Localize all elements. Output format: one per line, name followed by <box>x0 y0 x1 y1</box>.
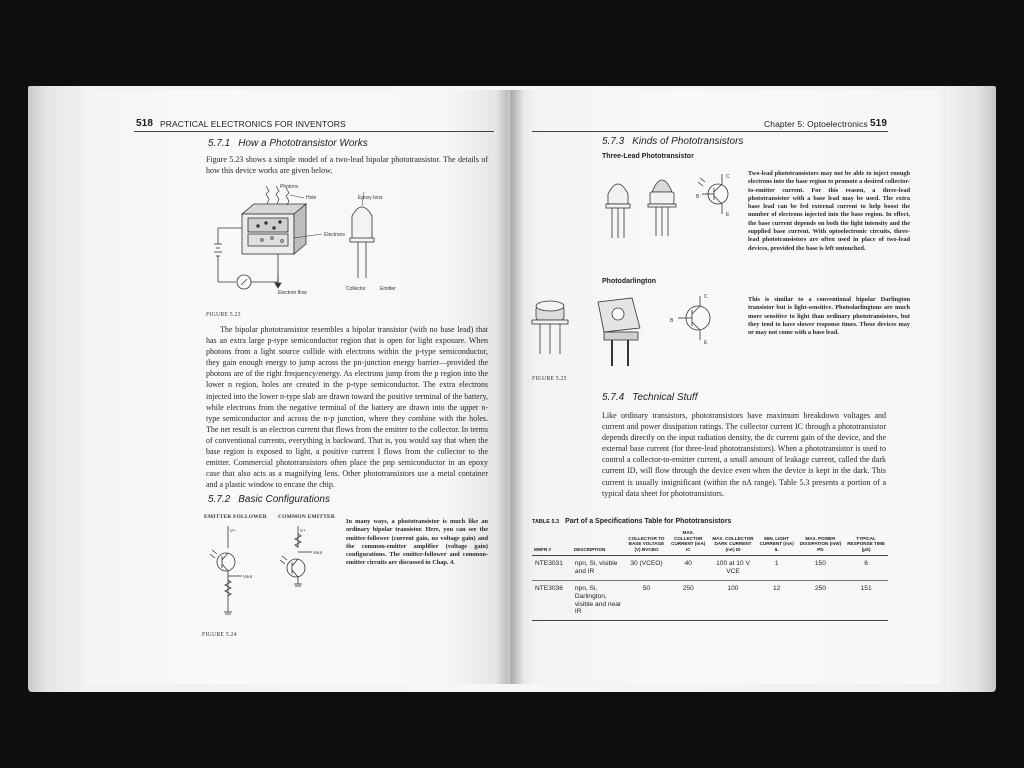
v-plus-label-1: V+ <box>230 528 236 533</box>
table-row: NTE3036 npn, Si, Darlington, visible and near IR 50 250 100 12 250 151 <box>532 580 888 620</box>
emitter-follower-label: EMITTER FOLLOWER <box>204 514 267 520</box>
figure-5-25-caption: FIGURE 5.25 <box>532 376 567 382</box>
section-5-7-4-heading: 5.7.4 Technical Stuff <box>602 392 698 403</box>
section-5-7-3-heading: 5.7.3 Kinds of Phototransistors <box>602 136 744 147</box>
figure-5-23-caption: FIGURE 5.23 <box>206 312 241 318</box>
three-lead-phototransistor-drawing <box>602 164 742 244</box>
label-epoxy-lens: Epoxy lens <box>358 195 383 201</box>
section-5-7-2-text: In many ways, a phototransistor is much like an ordinary bipolar transistor. Here, you can see the emitter-follower (current gain, no voltage gain) and the common-emitter amplifier (voltage gain) configurations. The emitter-follower and common-emitter circuits are discussed in Chap. 4. <box>346 518 488 567</box>
phototransistor-body-paragraph: The bipolar phototransistor resembles a bipolar transistor (with no base lead) that has an extra large p-type semiconductor region that is open for light exposure. When photons from a light source collide with electrons within the p-type semiconductor, they gain enough energy to jump across the pn-junction energy barrier—provided the photons are of the right frequency/energy. As electrons jump from the p region into the lower n region, holes are created in the p-type semiconductor. The extra electrons injected into the lower n-type slab are drawn toward the positive terminal of the battery, while electrons from the negative terminal of the battery are drawn into the upper n-type semiconductor and across the n-p junction, where they combine with the holes. The net result is an electron current that flows from the emitter to the collector. In terms of conventional currents, everything is backward. That is, you would say that when the base region is exposed to light, a positive current I flows from the collector to the emitter. Commercial phototransistors often place the pnp semiconductor in an epoxy case that also acts as a magnifying lens. Other phototransistors use a metal container and a plastic window to encase the chip. <box>206 325 488 490</box>
section-5-7-1-intro: Figure 5.23 shows a simple model of a two-lead bipolar phototransistor. The details of how this device works are given below. <box>206 155 488 176</box>
v-out-label-1: Vout <box>243 574 253 579</box>
figure-5-24-circuits <box>202 522 342 628</box>
common-emitter-label: COMMON EMITTER <box>278 514 336 520</box>
battery-icon <box>214 228 244 282</box>
label-hole: Hole <box>306 195 317 201</box>
right-head-rule <box>532 131 888 132</box>
label-electron-flow: Electron flow <box>278 290 307 296</box>
label-emitter: Emitter <box>380 286 396 292</box>
v-plus-label-2: V+ <box>300 528 306 533</box>
pin-c-label-2: C <box>704 294 708 300</box>
three-lead-description: Two-lead phototransistors may not be able to inject enough electrons into the base region to promote a desired collector-to-emitter current. For this reason, a three-lead phototransistor with a base lead may be used. The extra base lead can be fed external current to help boost the number of electrons injected into the base region. In effect, the base current depends on both the light intensity and the supplied base current. With optoelectronic circuits, three-lead phototransistors are often used in place of two-lead devices, provided the base is left untouched. <box>748 170 910 252</box>
label-collector: Collector <box>346 286 366 292</box>
right-running-head: Chapter 5: Optoelectronics <box>764 119 868 129</box>
three-lead-heading: Three-Lead Phototransistor <box>602 153 694 160</box>
epoxy-lens-package-icon <box>350 192 374 278</box>
photodarlington-drawing <box>528 288 742 372</box>
table-header-row: MNFR # DESCRIPTION COLLECTOR TO BASE VOLTAGE (V) BVCBO MAX. COLLECTOR CURRENT (mA) IC MAX. COLLECTOR DARK CURRENT (nA) ID MIN. LIGHT CURRENT (mA) IL MAX. POWER DISSIPATION (mW) PD TYPICAL RESPONSE TIME (µS) <box>532 530 888 556</box>
pin-b-label-1: B <box>696 194 700 200</box>
pin-e-label-2: E <box>704 340 708 346</box>
left-page <box>84 90 508 684</box>
left-head-rule <box>134 131 494 132</box>
right-page <box>510 90 940 684</box>
left-running-head: PRACTICAL ELECTRONICS FOR INVENTORS <box>160 119 346 129</box>
section-5-7-2-heading: 5.7.2 Basic Configurations <box>208 494 330 505</box>
v-out-label-2: Vout <box>313 550 323 555</box>
specifications-table <box>532 530 888 621</box>
left-page-number: 518 <box>136 118 153 129</box>
figure-5-23-phototransistor-model <box>206 182 416 312</box>
label-electrons: Electrons <box>324 232 345 238</box>
semiconductor-slab <box>242 204 306 254</box>
pin-e-label-1: E <box>726 212 730 218</box>
table-row: NTE3031 npn, Si, visible and IR 30 (VCEO) 40 100 at 10 V VCE 1 150 6 <box>532 556 888 581</box>
photodarlington-heading: Photodarlington <box>602 278 657 285</box>
pin-c-label-1: C <box>726 174 730 180</box>
right-page-number: 519 <box>870 118 887 129</box>
pin-b-label-2: B <box>670 318 674 324</box>
table-5-3-caption: TABLE 5.3 Part of a Specifications Table for Phototransistors <box>532 518 732 525</box>
section-5-7-1-heading: 5.7.1 How a Phototransistor Works <box>208 138 368 149</box>
label-photons: Photons <box>280 184 299 190</box>
book-spine-shadow <box>496 90 524 684</box>
photodarlington-description: This is similar to a conventional bipolar Darlington transistor but is light-sensitive. Photodarlingtons are much more sensitive to light than ordinary phototransistors, but they tend to have slower response times. These devices may or may not come with a base lead. <box>748 296 910 337</box>
section-5-7-4-text: Like ordinary transistors, phototransistors have maximum breakdown voltages and current and power dissipation ratings. The collector current IC through a phototransistor depends directly on the input radiation density, the dc current gain of the device, and the external base current (for three-lead phototransistors). When a phototransistor is used to control a collector-to-emitter current, a small amount of leakage current, called the dark current ID, will flow through the device even when the device is kept in the dark. This current is usually insignificant (within the nA range). Table 5.3 presents a portion of a typical data sheet for phototransistors. <box>602 411 886 498</box>
figure-5-24-caption: FIGURE 5.24 <box>202 632 237 638</box>
ammeter-icon <box>237 254 278 289</box>
